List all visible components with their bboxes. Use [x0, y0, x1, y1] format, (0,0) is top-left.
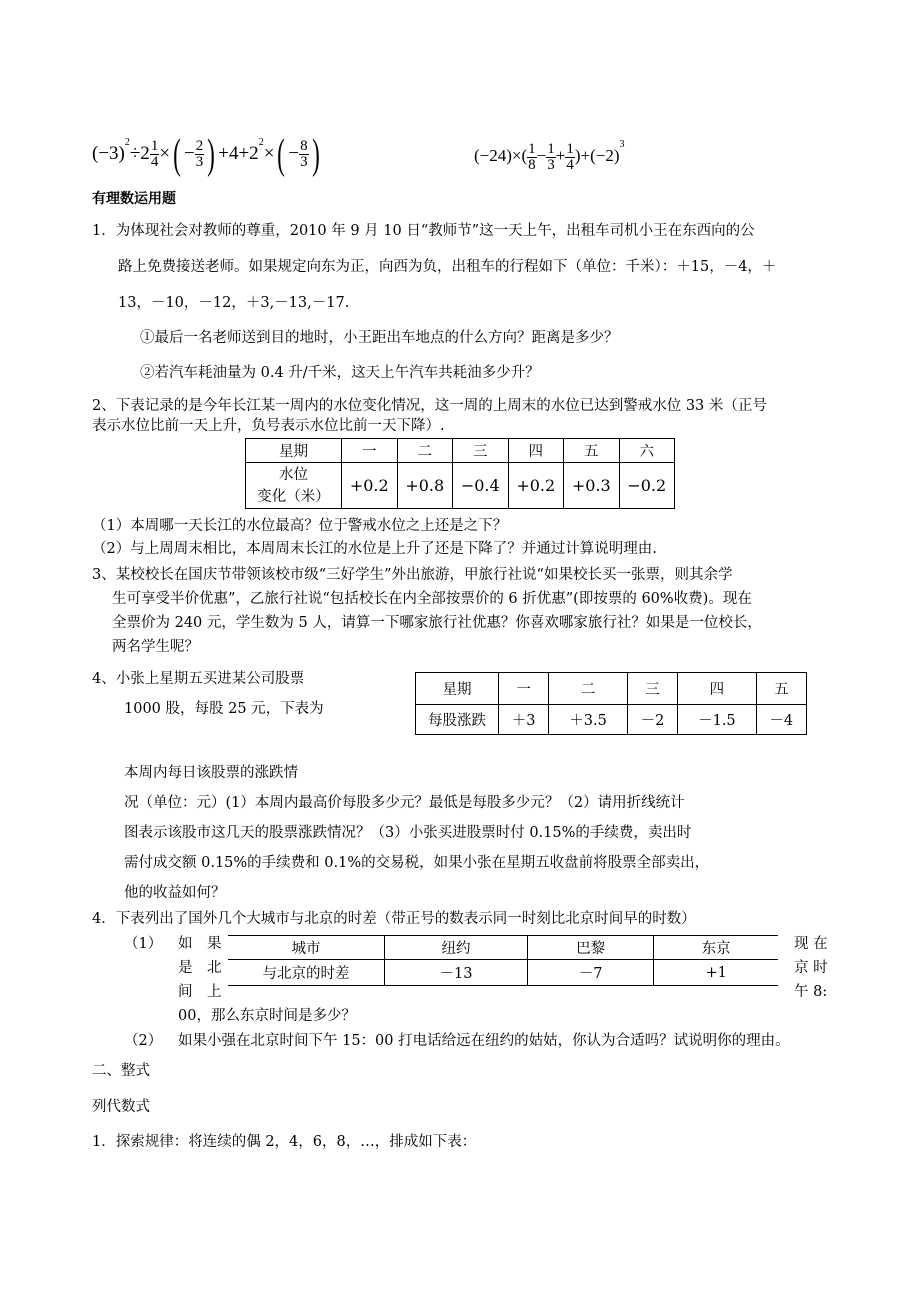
q5-sub-1-label: （1）	[124, 936, 163, 952]
q5-sub-2: 如果小强在北京时间下午 15：00 打电话给远在纽约的姑姑，你认为合适吗？试说明你的理由。	[178, 1033, 790, 1049]
water-level-table	[245, 438, 675, 509]
table-row-label: 与北京的时差	[228, 960, 385, 986]
table-header-cell: 六	[619, 439, 675, 463]
q5-left-col-3: 间 上	[178, 984, 222, 1000]
q4-line-4: 况（单位：元）(1）本周内最高价每股多少元？最低是每股多少元？（2）请用折线统计	[124, 795, 685, 811]
part2-subtitle: 列代数式	[92, 1099, 150, 1115]
table-header-cell: 城市	[228, 936, 385, 960]
table-header-cell: 东京	[654, 936, 778, 960]
q2-sub-1: （1）本周哪一天长江的水位最高？位于警戒水位之上还是之下？	[92, 518, 508, 534]
q2-line-1: 2、下表记录的是今年长江某一周内的水位变化情况，这一周的上周末的水位已达到警戒水位 33 米（正号	[92, 398, 767, 414]
q4-line-1: 4、小张上星期五买进某公司股票	[92, 671, 305, 687]
q1-line-3: 13，－10，－12，＋3,－13,－17.	[118, 295, 350, 311]
part2-question-1: 1．探索规律：将连续的偶 2，4，6，8，…，排成如下表：	[92, 1134, 477, 1150]
table-header-cell: 三	[627, 673, 677, 705]
q5-right-col-2: 京 时	[794, 960, 828, 976]
table-cell: +0.2	[508, 463, 564, 509]
q1-sub-2: ②若汽车耗油量为 0.4 升/千米，这天上午汽车共耗油多少升？	[140, 365, 540, 381]
table-header-cell: 二	[549, 673, 627, 705]
q4-line-7: 他的收益如何？	[124, 885, 226, 901]
q1-sub-1: ①最后一名老师送到目的地时，小王距出车地点的什么方向？距离是多少？	[140, 330, 619, 346]
q4-line-3: 本周内每日该股票的涨跌情	[124, 765, 298, 781]
q4-line-2: 1000 股，每股 25 元，下表为	[124, 701, 324, 717]
q5-sub-1-end: 00，那么东京时间是多少？	[178, 1008, 356, 1024]
table-header-cell: 星期	[416, 673, 499, 705]
q5-right-col-3: 午 8:	[794, 984, 828, 1000]
table-cell: ＋3	[499, 705, 549, 735]
table-cell: ＋3.5	[549, 705, 627, 735]
q3-line-1: 3、某校校长在国庆节带领该校市级“三好学生”外出旅游，甲旅行社说“如果校长买一张票，则其余学	[92, 567, 733, 583]
q3-line-4: 两名学生呢？	[112, 639, 199, 655]
q1-line-1: 1．为体现社会对教师的尊重，2010 年 9 月 10 日“教师节”这一天上午，出租车司机小王在东西向的公	[92, 223, 755, 239]
table-header-cell: 巴黎	[527, 936, 653, 960]
q4-line-6: 需付成交额 0.15%的手续费和 0.1%的交易税，如果小张在星期五收盘前将股票全部卖出，	[124, 855, 710, 871]
calc-expression-2: (−24)×( $\frac{1}{8}$ − $\frac{1}{3}$ + $\frac{1}{4}$ )$+(-2)^3$	[474, 139, 625, 173]
q5-sub-2-label: （2）	[124, 1033, 163, 1049]
table-row-label: 水位 变化（米）	[246, 463, 342, 509]
q5-line-1: 4．下表列出了国外几个大城市与北京的时差（带正号的数表示同一时刻比北京时间早的时数）	[92, 911, 696, 927]
table-cell: －7	[527, 960, 653, 986]
table-header-cell: 五	[564, 439, 620, 463]
time-difference-table	[228, 935, 778, 986]
table-cell: +1	[654, 960, 778, 986]
table-header-cell: 三	[453, 439, 509, 463]
table-header-cell: 纽约	[385, 936, 528, 960]
part2-title: 二、整式	[92, 1063, 150, 1079]
table-header-cell: 五	[756, 673, 806, 705]
table-cell: +0.2	[342, 463, 398, 509]
table-cell: －2	[627, 705, 677, 735]
q1-line-2: 路上免费接送老师。如果规定向东为正，向西为负，出租车的行程如下（单位：千米）：＋15，－4，＋	[118, 259, 777, 275]
table-header-cell: 四	[678, 673, 756, 705]
table-header-cell: 一	[342, 439, 398, 463]
q5-left-col-1: 如 果	[178, 936, 222, 952]
table-header-cell: 一	[499, 673, 549, 705]
table-cell: −0.4	[453, 463, 509, 509]
table-header-cell: 星期	[246, 439, 342, 463]
table-cell: +0.8	[397, 463, 453, 509]
q3-line-3: 全票价为 240 元，学生数为 5 人，请算一下哪家旅行社优惠？你喜欢哪家旅行社？如果是一位校长，	[112, 615, 762, 631]
section-heading: 有理数运用题	[92, 191, 176, 207]
q4-line-5: 图表示该股市这几天的股票涨跌情况？（3）小张买进股票时付 0.15%的手续费，卖出时	[124, 825, 692, 841]
table-cell: －4	[756, 705, 806, 735]
table-cell: −0.2	[619, 463, 675, 509]
q2-sub-2: （2）与上周周末相比，本周周末长江的水位是上升了还是下降了？并通过计算说明理由.	[92, 541, 657, 557]
table-cell: －13	[385, 960, 528, 986]
q5-right-col-1: 现 在	[794, 936, 828, 952]
table-header-cell: 四	[508, 439, 564, 463]
table-cell: +0.3	[564, 463, 620, 509]
q3-line-2: 生可享受半价优惠”，乙旅行社说“包括校长在内全部按票价的 6 折优惠”(即按票的 60%收费)。现在	[112, 591, 752, 607]
table-row-label: 每股涨跌	[416, 705, 499, 735]
stock-table	[415, 672, 807, 735]
calc-expression-1: $(-3)^2\div 2$ $\frac{1}{4}$ ×( − $\frac{2}{3}$ ) $+4+2^2\times$( − $\frac{8}{3}$ )	[92, 131, 320, 178]
q5-left-col-2: 是 北	[178, 960, 222, 976]
table-header-cell: 二	[397, 439, 453, 463]
q2-line-2: 表示水位比前一天上升，负号表示水位比前一天下降）.	[92, 418, 445, 434]
table-cell: －1.5	[678, 705, 756, 735]
